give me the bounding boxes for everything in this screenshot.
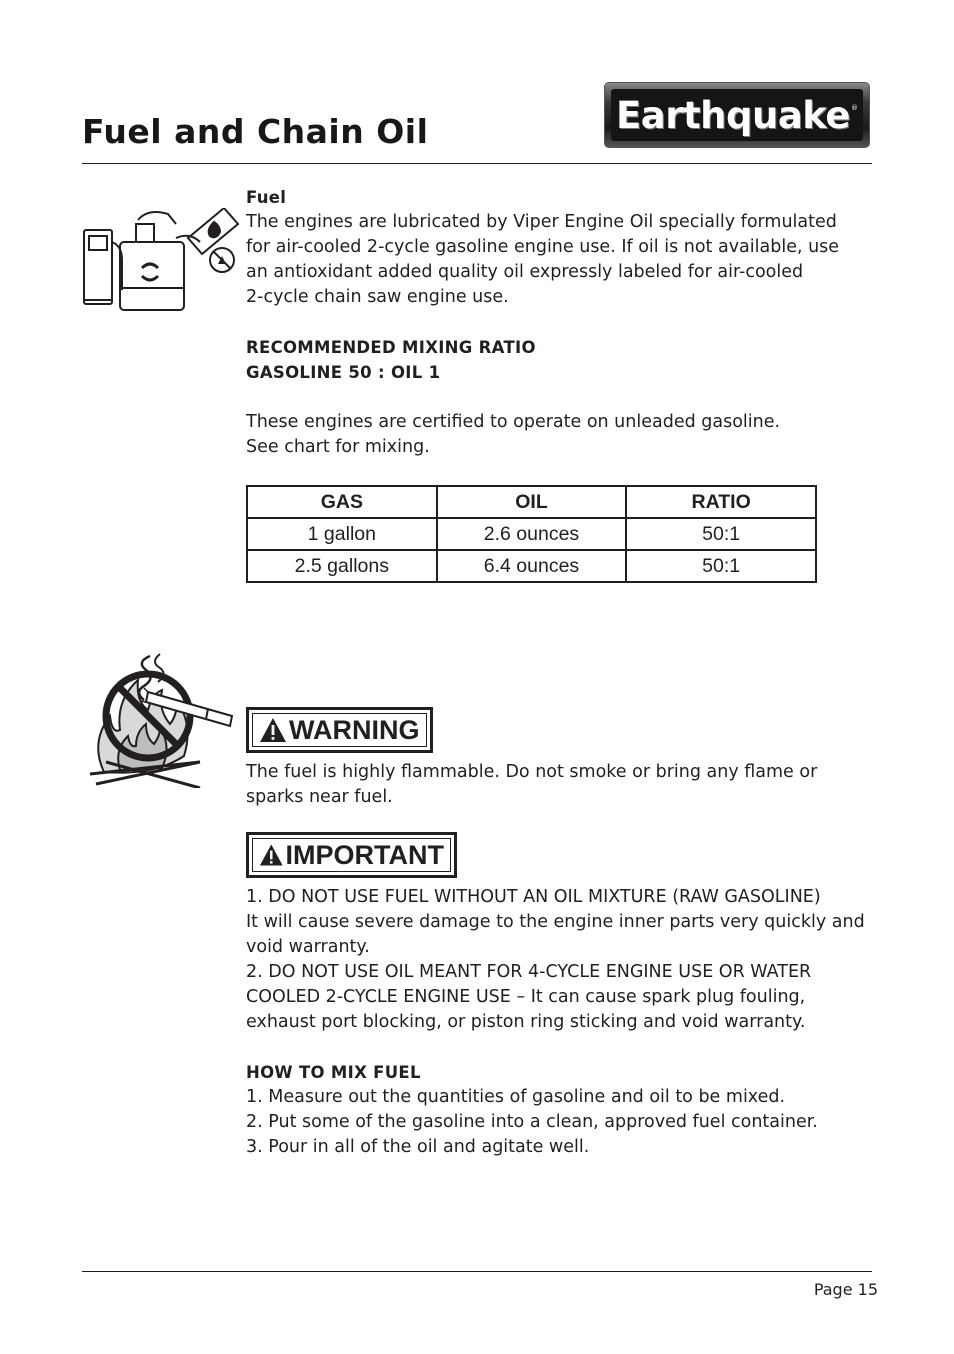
certified-line: See chart for mixing. — [246, 437, 430, 457]
important-label: IMPORTANT — [285, 839, 444, 870]
no-smoking-fire-icon — [86, 652, 236, 788]
brand-logo-text: Earthquake — [615, 93, 851, 137]
table-header-cell: RATIO — [626, 486, 816, 518]
table-cell: 2.5 gallons — [247, 550, 437, 582]
fuel-paragraph — [246, 210, 839, 310]
important-line: COOLED 2-CYCLE ENGINE USE – It can cause spark plug fouling, — [246, 987, 806, 1007]
table-cell: 1 gallon — [247, 518, 437, 550]
registered-mark: ® — [851, 104, 859, 112]
brand-logo — [604, 82, 870, 148]
important-line: 1. DO NOT USE FUEL WITHOUT AN OIL MIXTURE (RAW GASOLINE) — [246, 887, 821, 907]
mixing-ratio-line: RECOMMENDED MIXING RATIO — [246, 338, 536, 357]
list-item: 2. Put some of the gasoline into a clean, approved fuel container. — [246, 1112, 818, 1132]
warning-label-box — [246, 707, 433, 753]
table-row — [247, 550, 816, 582]
fuel-line: 2-cycle chain saw engine use. — [246, 287, 509, 307]
important-line: void warranty. — [246, 937, 370, 957]
table-header-row — [247, 486, 816, 518]
warning-label: WARNING — [289, 714, 420, 745]
table-cell: 2.6 ounces — [437, 518, 627, 550]
mixing-ratio-heading — [246, 335, 536, 385]
how-to-mix-steps — [246, 1085, 818, 1160]
page-number: Page 15 — [813, 1280, 878, 1299]
warning-triangle-icon — [259, 717, 287, 743]
header-divider — [82, 163, 872, 164]
mixing-table — [246, 485, 817, 583]
how-to-mix-heading: HOW TO MIX FUEL — [246, 1063, 421, 1082]
important-paragraph — [246, 885, 865, 1035]
mixing-ratio-line: GASOLINE 50 : OIL 1 — [246, 363, 441, 382]
warning-paragraph — [246, 760, 817, 810]
important-line: exhaust port blocking, or piston ring sticking and void warranty. — [246, 1012, 806, 1032]
fuel-line: The engines are lubricated by Viper Engine Oil specially formulated — [246, 212, 837, 232]
certified-paragraph — [246, 410, 780, 460]
important-line: It will cause severe damage to the engine inner parts very quickly and — [246, 912, 865, 932]
warning-triangle-icon — [259, 842, 284, 868]
list-item: 3. Pour in all of the oil and agitate well. — [246, 1137, 590, 1157]
important-label-box — [246, 832, 457, 878]
fuel-line: an antioxidant added quality oil expressly labeled for air-cooled — [246, 262, 804, 282]
table-cell: 50:1 — [626, 518, 816, 550]
warning-line: The fuel is highly flammable. Do not smoke or bring any flame or — [246, 762, 818, 782]
footer-divider — [82, 1271, 872, 1272]
fuel-can-icon — [82, 208, 240, 314]
table-cell: 6.4 ounces — [437, 550, 627, 582]
fuel-line: for air-cooled 2-cycle gasoline engine use. If oil is not available, use — [246, 237, 840, 257]
table-header-cell: OIL — [437, 486, 627, 518]
table-header-cell: GAS — [247, 486, 437, 518]
list-item: 1. Measure out the quantities of gasoline and oil to be mixed. — [246, 1087, 786, 1107]
page-title: Fuel and Chain Oil — [82, 112, 429, 151]
certified-line: These engines are certified to operate on unleaded gasoline. — [246, 412, 781, 432]
table-row — [247, 518, 816, 550]
fuel-heading: Fuel — [246, 188, 287, 207]
table-cell: 50:1 — [626, 550, 816, 582]
important-line: 2. DO NOT USE OIL MEANT FOR 4-CYCLE ENGINE USE OR WATER — [246, 962, 812, 982]
warning-line: sparks near fuel. — [246, 787, 393, 807]
